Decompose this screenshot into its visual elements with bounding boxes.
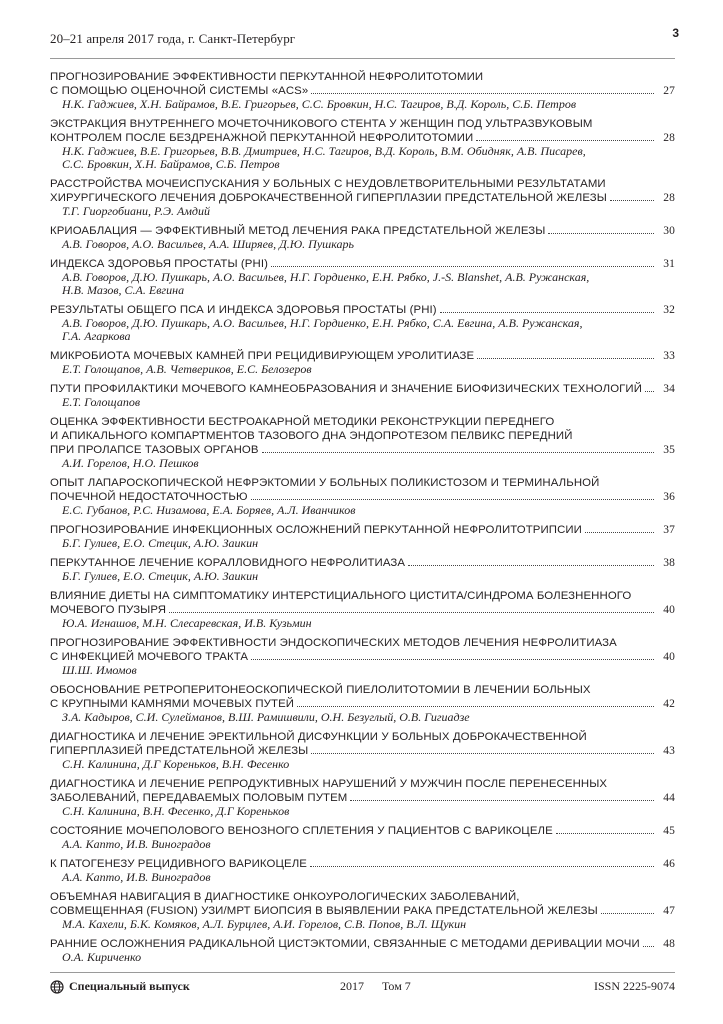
title-line bbox=[50, 904, 675, 918]
title-line: ДИАГНОСТИКА И ЛЕЧЕНИЕ РЕПРОДУКТИВНЫХ НАРУШЕНИЙ У МУЖЧИН ПОСЛЕ ПЕРЕНЕСЕННЫХ bbox=[50, 778, 608, 790]
title-text: МОЧЕВОГО ПУЗЫРЯ bbox=[50, 604, 167, 616]
entry-page-number: 32 bbox=[663, 304, 675, 316]
entry-page-number: 34 bbox=[663, 383, 675, 395]
entry-authors bbox=[50, 871, 675, 884]
toc-entry bbox=[50, 857, 675, 884]
authors-line: М.А. Кахели, Б.К. Комяков, А.Л. Бурцлев, А.И. Горелов, С.В. Попов, В.Л. Щукин bbox=[62, 917, 467, 931]
entry-title bbox=[50, 683, 675, 711]
toc-entry bbox=[50, 636, 675, 677]
entry-page-number: 33 bbox=[663, 350, 675, 362]
entry-page-number: 37 bbox=[663, 524, 675, 536]
title-line: ОЦЕНКА ЭФФЕКТИВНОСТИ БЕСТРОАКАРНОЙ МЕТОДИКИ РЕКОНСТРУКЦИИ ПЕРЕДНЕГО bbox=[50, 416, 555, 428]
authors-line: Ш.Ш. Имомов bbox=[62, 663, 137, 677]
entry-page-number: 48 bbox=[663, 938, 675, 950]
dot-leader bbox=[643, 946, 654, 947]
authors-line: Е.Т. Голощапов, А.В. Четвериков, Е.С. Белозеров bbox=[62, 362, 312, 376]
title-line bbox=[50, 523, 675, 537]
toc-entry bbox=[50, 349, 675, 376]
dot-leader bbox=[477, 358, 654, 359]
authors-line: А.И. Горелов, Н.О. Пешков bbox=[62, 456, 199, 470]
issue-label: Специальный выпуск bbox=[69, 979, 190, 993]
dot-leader bbox=[310, 866, 654, 867]
title-line bbox=[50, 257, 675, 271]
entry-page-number: 28 bbox=[663, 192, 675, 204]
entry-page-number: 46 bbox=[663, 858, 675, 870]
footer-volume: Том 7 bbox=[382, 979, 411, 993]
title-line bbox=[50, 937, 675, 951]
dot-leader bbox=[601, 913, 654, 914]
title-line bbox=[50, 84, 675, 98]
authors-line: О.А. Кириченко bbox=[62, 950, 142, 964]
title-line bbox=[50, 131, 675, 145]
authors-line: Е.С. Губанов, Р.С. Низамова, Е.А. Боряев, А.Л. Иванчиков bbox=[62, 503, 356, 517]
entry-authors bbox=[50, 838, 675, 851]
title-text: КРИОАБЛАЦИЯ — ЭФФЕКТИВНЫЙ МЕТОД ЛЕЧЕНИЯ РАКА ПРЕДСТАТЕЛЬНОЙ ЖЕЛЕЗЫ bbox=[50, 225, 546, 237]
entry-page-number: 42 bbox=[663, 698, 675, 710]
title-line bbox=[50, 650, 675, 664]
authors-line: А.В. Говоров, Д.Ю. Пушкарь, А.О. Васильев, Н.Г. Гордиенко, Е.Н. Рябко, J.-S. Blanshet, А.В. Ружанская, bbox=[62, 270, 590, 284]
entry-page-number: 35 bbox=[663, 444, 675, 456]
entry-authors bbox=[50, 457, 675, 470]
entry-page-number: 47 bbox=[663, 905, 675, 917]
title-line bbox=[50, 490, 675, 504]
toc-entry bbox=[50, 937, 675, 964]
dot-leader bbox=[169, 612, 654, 613]
title-line bbox=[50, 603, 675, 617]
authors-line: Н.К. Гаджиев, Х.Н. Байрамов, В.Е. Григорьев, С.С. Бровкин, Н.С. Тагиров, В.Д. Король, С.Б. Петров bbox=[62, 97, 577, 111]
title-text: ПРИ ПРОЛАПСЕ ТАЗОВЫХ ОРГАНОВ bbox=[50, 444, 259, 456]
title-line: ДИАГНОСТИКА И ЛЕЧЕНИЕ ЭРЕКТИЛЬНОЙ ДИСФУНКЦИИ У БОЛЬНЫХ ДОБРОКАЧЕСТВЕННОЙ bbox=[50, 731, 587, 743]
dot-leader bbox=[408, 565, 654, 566]
authors-line: Б.Г. Гулиев, Е.О. Стецик, А.Ю. Заикин bbox=[62, 569, 259, 583]
title-line: ОБЪЕМНАЯ НАВИГАЦИЯ В ДИАГНОСТИКЕ ОНКОУРОЛОГИЧЕСКИХ ЗАБОЛЕВАНИЙ, bbox=[50, 891, 520, 903]
dot-leader bbox=[311, 753, 654, 754]
entry-title bbox=[50, 890, 675, 918]
entry-authors bbox=[50, 396, 675, 409]
toc-entry bbox=[50, 257, 675, 297]
title-line bbox=[50, 824, 675, 838]
entry-authors bbox=[50, 504, 675, 517]
footer-year: 2017 bbox=[340, 979, 364, 993]
authors-line: С.Н. Калинина, Д.Г Кореньков, В.Н. Фесенко bbox=[62, 757, 290, 771]
entry-authors bbox=[50, 317, 675, 343]
title-text: СОСТОЯНИЕ МОЧЕПОЛОВОГО ВЕНОЗНОГО СПЛЕТЕНИЯ У ПАЦИЕНТОВ С ВАРИКОЦЕЛЕ bbox=[50, 825, 553, 837]
entry-title bbox=[50, 556, 675, 570]
entry-authors bbox=[50, 205, 675, 218]
footer-issn: ISSN 2225-9074 bbox=[593, 979, 675, 993]
entry-title bbox=[50, 257, 675, 271]
title-text: ПРОГНОЗИРОВАНИЕ ИНФЕКЦИОННЫХ ОСЛОЖНЕНИЙ ПЕРКУТАННОЙ НЕФРОЛИТОТРИПСИИ bbox=[50, 524, 582, 536]
entry-title bbox=[50, 382, 675, 396]
dot-leader bbox=[440, 312, 654, 313]
dot-leader bbox=[585, 532, 654, 533]
title-line bbox=[50, 744, 675, 758]
title-text: МИКРОБИОТА МОЧЕВЫХ КАМНЕЙ ПРИ РЕЦИДИВИРУЮЩЕМ УРОЛИТИАЗЕ bbox=[50, 350, 475, 362]
entry-authors bbox=[50, 570, 675, 583]
dot-leader bbox=[548, 233, 654, 234]
page-header bbox=[50, 26, 679, 59]
dot-leader bbox=[297, 706, 654, 707]
conference-info: 20–21 апреля 2017 года, г. Санкт-Петербург bbox=[50, 31, 296, 46]
entry-title bbox=[50, 589, 675, 617]
toc-entry bbox=[50, 890, 675, 931]
title-line bbox=[50, 697, 675, 711]
entry-authors bbox=[50, 758, 675, 771]
title-text: РАННИЕ ОСЛОЖНЕНИЯ РАДИКАЛЬНОЙ ЦИСТЭКТОМИИ, СВЯЗАННЫЕ С МЕТОДАМИ ДЕРИВАЦИИ МОЧИ bbox=[50, 938, 640, 950]
toc-entry bbox=[50, 117, 675, 171]
toc-entry bbox=[50, 556, 675, 583]
entry-title bbox=[50, 70, 675, 98]
entry-page-number: 40 bbox=[663, 651, 675, 663]
toc-entry bbox=[50, 224, 675, 251]
title-text: К ПАТОГЕНЕЗУ РЕЦИДИВНОГО ВАРИКОЦЕЛЕ bbox=[50, 858, 307, 870]
authors-line: А.В. Говоров, А.О. Васильев, А.А. Ширяев, Д.Ю. Пушкарь bbox=[62, 237, 354, 251]
entry-title bbox=[50, 730, 675, 758]
title-line bbox=[50, 857, 675, 871]
dot-leader bbox=[645, 391, 654, 392]
entry-title bbox=[50, 476, 675, 504]
entry-authors bbox=[50, 918, 675, 931]
dot-leader bbox=[251, 499, 654, 500]
entry-page-number: 30 bbox=[663, 225, 675, 237]
entry-authors bbox=[50, 271, 675, 297]
authors-line: Б.Г. Гулиев, Е.О. Стецик, А.Ю. Заикин bbox=[62, 536, 259, 550]
authors-line: С.С. Бровкин, Х.Н. Байрамов, С.Б. Петров bbox=[62, 157, 280, 171]
title-line: ВЛИЯНИЕ ДИЕТЫ НА СИМПТОМАТИКУ ИНТЕРСТИЦИАЛЬНОГО ЦИСТИТА/СИНДРОМА БОЛЕЗНЕННОГО bbox=[50, 590, 632, 602]
entry-title bbox=[50, 415, 675, 457]
toc-entry bbox=[50, 382, 675, 409]
title-text: РЕЗУЛЬТАТЫ ОБЩЕГО ПСА И ИНДЕКСА ЗДОРОВЬЯ ПРОСТАТЫ (PHI) bbox=[50, 304, 437, 316]
title-line bbox=[50, 303, 675, 317]
globe-icon bbox=[50, 980, 64, 994]
title-line: ОБОСНОВАНИЕ РЕТРОПЕРИТОНЕОСКОПИЧЕСКОЙ ПИЕЛОЛИТОТОМИИ В ЛЕЧЕНИИ БОЛЬНЫХ bbox=[50, 684, 591, 696]
entry-page-number: 45 bbox=[663, 825, 675, 837]
entry-authors bbox=[50, 664, 675, 677]
title-line bbox=[50, 191, 675, 205]
authors-line: Н.К. Гаджиев, В.Е. Григорьев, В.В. Дмитриев, Н.С. Тагиров, В.Д. Король, В.М. Обидняк, А.В. Писарев, bbox=[62, 144, 586, 158]
entry-page-number: 27 bbox=[663, 85, 675, 97]
authors-line: Ю.А. Игнашов, М.Н. Слесаревская, И.В. Кузьмин bbox=[62, 616, 312, 630]
title-text: ПЕРКУТАННОЕ ЛЕЧЕНИЕ КОРАЛЛОВИДНОГО НЕФРОЛИТИАЗА bbox=[50, 557, 406, 569]
entry-page-number: 36 bbox=[663, 491, 675, 503]
title-line bbox=[50, 556, 675, 570]
title-text: ГИПЕРПЛАЗИЕЙ ПРЕДСТАТЕЛЬНОЙ ЖЕЛЕЗЫ bbox=[50, 745, 309, 757]
authors-line: А.А. Капто, И.В. Виноградов bbox=[62, 870, 211, 884]
title-text: ПУТИ ПРОФИЛАКТИКИ МОЧЕВОГО КАМНЕОБРАЗОВАНИЯ И ЗНАЧЕНИЕ БИОФИЗИЧЕСКИХ ТЕХНОЛОГИЙ bbox=[50, 383, 642, 395]
entry-authors bbox=[50, 98, 675, 111]
entry-page-number: 28 bbox=[663, 132, 675, 144]
toc-entry bbox=[50, 777, 675, 818]
title-line: И АПИКАЛЬНОГО КОМПАРТМЕНТОВ ТАЗОВОГО ДНА ЭНДОПРОТЕЗОМ ПЕЛВИКС ПЕРЕДНИЙ bbox=[50, 430, 573, 442]
entry-title bbox=[50, 117, 675, 145]
title-text: ЗАБОЛЕВАНИЙ, ПЕРЕДАВАЕМЫХ ПОЛОВЫМ ПУТЕМ bbox=[50, 792, 348, 804]
entry-authors bbox=[50, 537, 675, 550]
entry-page-number: 40 bbox=[663, 604, 675, 616]
entry-page-number: 44 bbox=[663, 792, 675, 804]
entry-title bbox=[50, 636, 675, 664]
title-line bbox=[50, 382, 675, 396]
entry-page-number: 38 bbox=[663, 557, 675, 569]
authors-line: С.Н. Калинина, В.Н. Фесенко, Д.Г Кореньков bbox=[62, 804, 290, 818]
entry-authors bbox=[50, 363, 675, 376]
title-text: ПОЧЕЧНОЙ НЕДОСТАТОЧНОСТЬЮ bbox=[50, 491, 248, 503]
entry-title bbox=[50, 523, 675, 537]
page-footer bbox=[50, 972, 675, 1003]
title-text: КОНТРОЛЕМ ПОСЛЕ БЕЗДРЕНАЖНОЙ ПЕРКУТАННОЙ НЕФРОЛИТОТОМИИ bbox=[50, 132, 474, 144]
entry-title bbox=[50, 177, 675, 205]
title-line: ПРОГНОЗИРОВАНИЕ ЭФФЕКТИВНОСТИ ЭНДОСКОПИЧЕСКИХ МЕТОДОВ ЛЕЧЕНИЯ НЕФРОЛИТИАЗА bbox=[50, 637, 617, 649]
title-line: ОПЫТ ЛАПАРОСКОПИЧЕСКОЙ НЕФРЭКТОМИИ У БОЛЬНЫХ ПОЛИКИСТОЗОМ И ТЕРМИНАЛЬНОЙ bbox=[50, 477, 600, 489]
title-text: ИНДЕКСА ЗДОРОВЬЯ ПРОСТАТЫ (PHI) bbox=[50, 258, 268, 270]
entry-title bbox=[50, 349, 675, 363]
entry-page-number: 43 bbox=[663, 745, 675, 757]
title-text: ХИРУРГИЧЕСКОГО ЛЕЧЕНИЯ ДОБРОКАЧЕСТВЕННОЙ ГИПЕРПЛАЗИИ ПРЕДСТАТЕЛЬНОЙ ЖЕЛЕЗЫ bbox=[50, 192, 607, 204]
entry-title bbox=[50, 824, 675, 838]
toc-entry bbox=[50, 589, 675, 630]
title-line bbox=[50, 349, 675, 363]
dot-leader bbox=[556, 833, 654, 834]
title-line bbox=[50, 443, 675, 457]
title-line: ЭКСТРАКЦИЯ ВНУТРЕННЕГО МОЧЕТОЧНИКОВОГО СТЕНТА У ЖЕНЩИН ПОД УЛЬТРАЗВУКОВЫМ bbox=[50, 118, 593, 130]
toc-entry bbox=[50, 476, 675, 517]
entry-title bbox=[50, 937, 675, 951]
entry-authors bbox=[50, 711, 675, 724]
entry-authors bbox=[50, 951, 675, 964]
entry-title bbox=[50, 857, 675, 871]
entry-page-number: 31 bbox=[663, 258, 675, 270]
entry-authors bbox=[50, 238, 675, 251]
title-text: С КРУПНЫМИ КАМНЯМИ МОЧЕВЫХ ПУТЕЙ bbox=[50, 698, 295, 710]
entry-authors bbox=[50, 617, 675, 630]
entry-title bbox=[50, 224, 675, 238]
title-line bbox=[50, 224, 675, 238]
dot-leader bbox=[610, 200, 654, 201]
entry-authors bbox=[50, 805, 675, 818]
dot-leader bbox=[311, 93, 654, 94]
toc-entry bbox=[50, 70, 675, 111]
authors-line: А.В. Говоров, Д.Ю. Пушкарь, А.О. Васильев, Н.Г. Гордиенко, Е.Н. Рябко, С.А. Евгина, А.В. Ружанская, bbox=[62, 316, 583, 330]
entry-title bbox=[50, 777, 675, 805]
entry-title bbox=[50, 303, 675, 317]
toc-entry bbox=[50, 730, 675, 771]
table-of-contents bbox=[50, 70, 675, 970]
title-line bbox=[50, 791, 675, 805]
authors-line: Т.Г. Гиоргобиани, Р.Э. Амдий bbox=[62, 204, 210, 218]
title-text: С ИНФЕКЦИЕЙ МОЧЕВОГО ТРАКТА bbox=[50, 651, 249, 663]
title-text: С ПОМОЩЬЮ ОЦЕНОЧНОЙ СИСТЕМЫ «ACS» bbox=[50, 85, 309, 97]
title-line: ПРОГНОЗИРОВАНИЕ ЭФФЕКТИВНОСТИ ПЕРКУТАННОЙ НЕФРОЛИТОТОМИИ bbox=[50, 71, 484, 83]
toc-entry bbox=[50, 177, 675, 218]
title-line: РАССТРОЙСТВА МОЧЕИСПУСКАНИЯ У БОЛЬНЫХ С НЕУДОВЛЕТВОРИТЕЛЬНЫМИ РЕЗУЛЬТАТАМИ bbox=[50, 178, 606, 190]
dot-leader bbox=[251, 659, 654, 660]
page-number: 3 bbox=[672, 26, 679, 40]
dot-leader bbox=[476, 140, 654, 141]
dot-leader bbox=[271, 266, 654, 267]
toc-entry bbox=[50, 683, 675, 724]
toc-entry bbox=[50, 303, 675, 343]
toc-entry bbox=[50, 523, 675, 550]
footer-issue bbox=[50, 979, 190, 994]
title-text: СОВМЕЩЕННАЯ (FUSION) УЗИ/МРТ БИОПСИЯ В ВЫЯВЛЕНИИ РАКА ПРЕДСТАТЕЛЬНОЙ ЖЕЛЕЗЫ bbox=[50, 905, 598, 917]
toc-entry bbox=[50, 415, 675, 470]
authors-line: Н.В. Мазов, С.А. Евгина bbox=[62, 283, 185, 297]
authors-line: А.А. Капто, И.В. Виноградов bbox=[62, 837, 211, 851]
authors-line: Е.Т. Голощапов bbox=[62, 395, 141, 409]
authors-line: Г.А. Агаркова bbox=[62, 329, 131, 343]
dot-leader bbox=[350, 800, 654, 801]
dot-leader bbox=[262, 452, 654, 453]
toc-entry bbox=[50, 824, 675, 851]
entry-authors bbox=[50, 145, 675, 171]
authors-line: З.А. Кадыров, С.И. Сулейманов, В.Ш. Рамишвили, О.Н. Безуглый, О.В. Гигиадзе bbox=[62, 710, 470, 724]
